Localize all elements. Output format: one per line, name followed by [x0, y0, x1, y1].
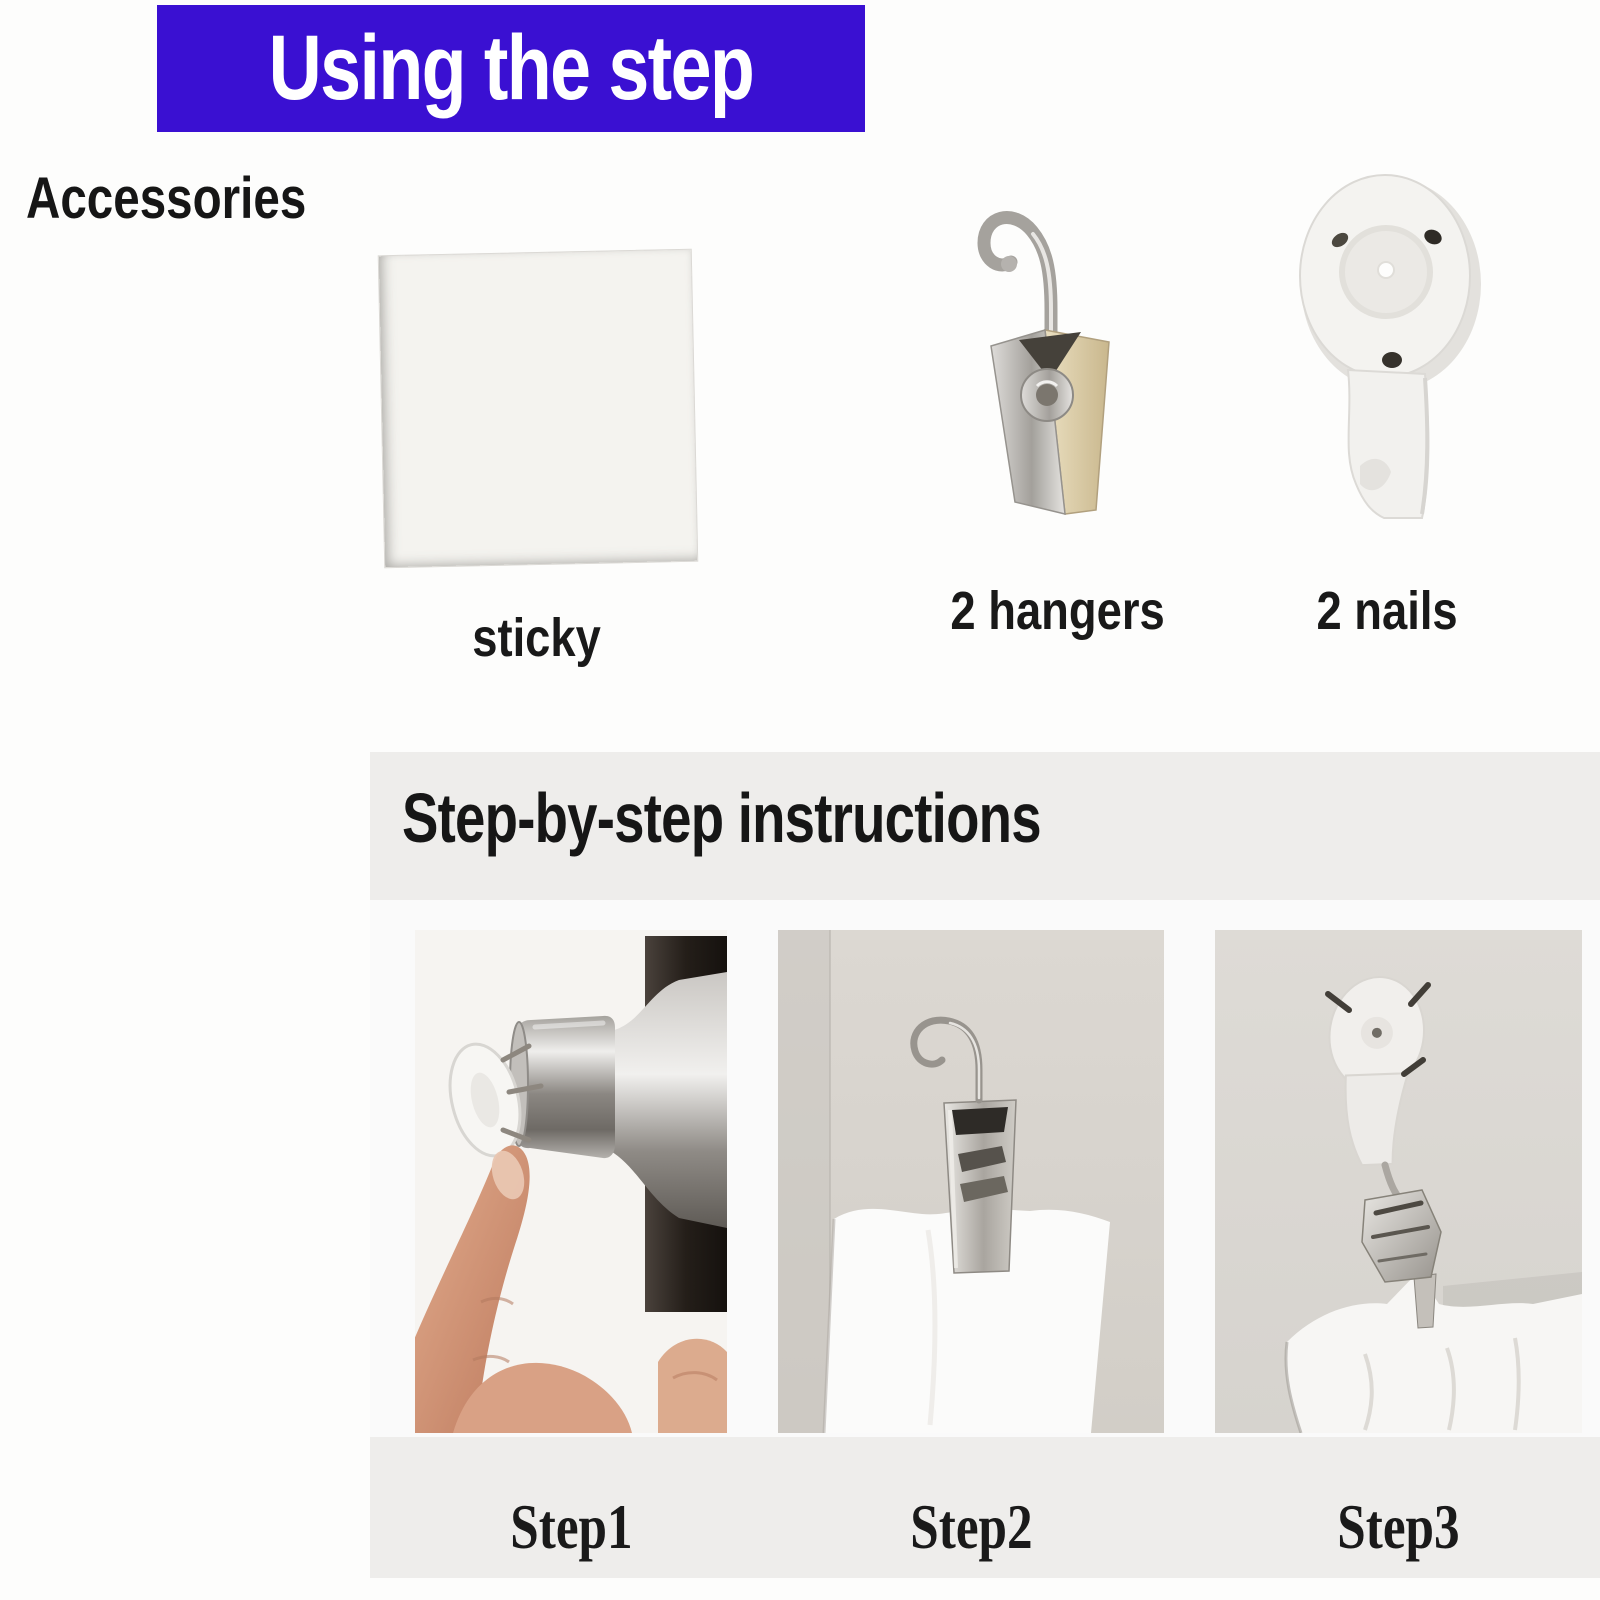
- wall-nail-image: [1292, 166, 1482, 528]
- step2-clip-holding-paper-photo: [778, 930, 1164, 1433]
- hangers-label-text: 2 hangers: [950, 581, 1165, 641]
- step1-hammer-nail-photo: [415, 930, 727, 1433]
- sticky-pad-image: [378, 249, 698, 569]
- hanger-clip-image: [953, 158, 1143, 538]
- step3-clip-hanging-on-nail-photo: [1215, 930, 1582, 1433]
- accessories-heading: Accessories: [26, 166, 307, 231]
- step2-label: [778, 1490, 1164, 1564]
- step3-label: [1215, 1490, 1582, 1564]
- steps-heading: Step-by-step instructions: [402, 779, 1041, 857]
- sticky-label-text: sticky: [472, 608, 602, 668]
- page-title: Using the step: [268, 17, 754, 119]
- title-banner: [157, 5, 865, 132]
- nails-label: [1262, 580, 1512, 642]
- step3-label-text: Step3: [1337, 1491, 1460, 1562]
- sticky-label: [381, 607, 693, 669]
- hangers-label: [930, 580, 1180, 642]
- nails-label-text: 2 nails: [1316, 581, 1458, 641]
- step1-label: [415, 1490, 727, 1564]
- steps-panel: [370, 752, 1600, 1578]
- step1-label-text: Step1: [509, 1491, 633, 1562]
- step2-label-text: Step2: [909, 1491, 1033, 1562]
